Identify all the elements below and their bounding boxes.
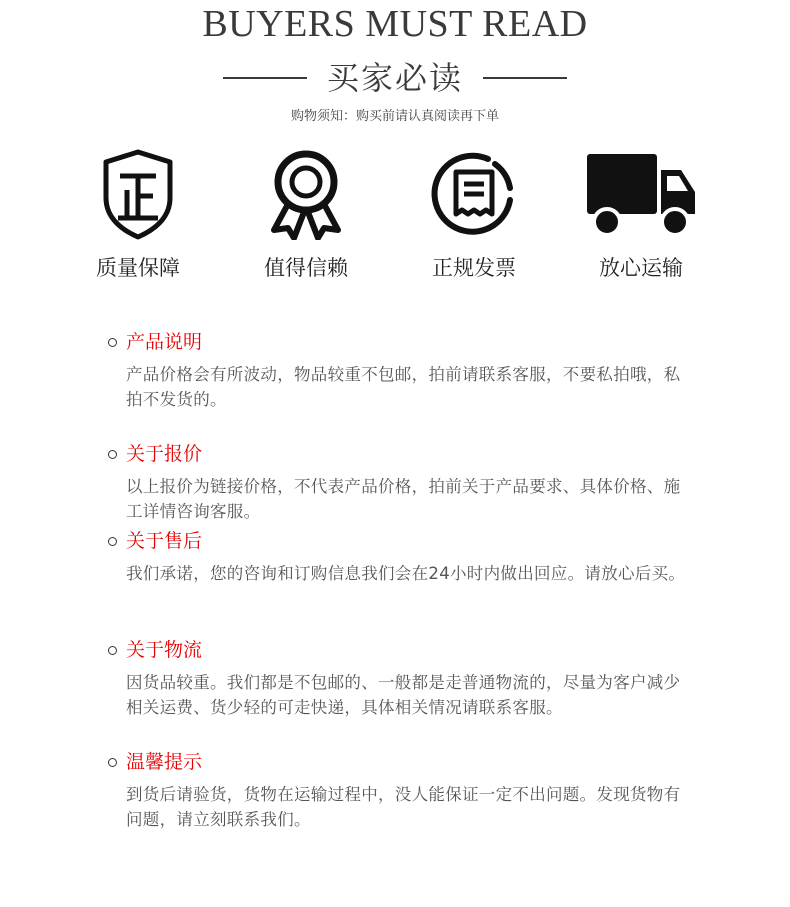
award-ribbon-icon <box>226 148 386 240</box>
feature-invoice <box>394 148 554 288</box>
page-title-english: BUYERS MUST READ <box>202 3 588 45</box>
feature-quality <box>58 148 218 288</box>
feature-trust <box>226 148 386 288</box>
section-title: 温馨提示 <box>126 751 203 773</box>
section-body: 我们承诺，您的咨询和订购信息我们会在24小时内做出回应。请放心后买。 <box>126 564 686 583</box>
section-title: 关于售后 <box>126 530 203 552</box>
bullet-circle-icon <box>108 758 117 767</box>
feature-shipping <box>561 148 721 288</box>
page-title-row <box>0 58 790 98</box>
page-subtitle: 购物须知：购买前请认真阅读再下单 <box>290 109 499 124</box>
section-title: 关于物流 <box>126 639 203 661</box>
section-quote <box>108 442 708 521</box>
section-logistics <box>108 638 708 717</box>
feature-row <box>0 148 790 288</box>
bullet-circle-icon <box>108 537 117 546</box>
section-body: 以上报价为链接价格，不代表产品价格，拍前关于产品要求、具体价格、施工详情咨询客服。 <box>126 477 681 521</box>
feature-label: 正规发票 <box>432 256 516 280</box>
invoice-icon <box>394 148 554 240</box>
feature-label: 值得信赖 <box>264 256 348 280</box>
section-body: 产品价格会有所波动，物品较重不包邮，拍前请联系客服，不要私拍哦，私拍不发货的。 <box>126 365 681 409</box>
section-body: 到货后请验货，货物在运输过程中，没人能保证一定不出问题。发现货物有问题，请立刻联系我们。 <box>126 785 681 829</box>
feature-label: 质量保障 <box>96 256 180 280</box>
delivery-truck-icon <box>561 148 721 240</box>
section-title: 关于报价 <box>126 443 203 465</box>
section-after-sales <box>108 529 708 583</box>
bullet-circle-icon <box>108 646 117 655</box>
feature-label: 放心运输 <box>599 256 683 280</box>
section-product-info <box>108 330 708 409</box>
title-divider-right <box>483 77 567 79</box>
bullet-circle-icon <box>108 450 117 459</box>
title-divider-left <box>223 77 307 79</box>
section-body: 因货品较重。我们都是不包邮的、一般都是走普通物流的，尽量为客户减少相关运费、货少轻的可走快递，具体相关情况请联系客服。 <box>126 673 681 717</box>
shield-zheng-icon <box>58 148 218 240</box>
page-title-chinese: 买家必读 <box>326 59 463 97</box>
bullet-circle-icon <box>108 338 117 347</box>
section-title: 产品说明 <box>126 331 203 353</box>
section-tips <box>108 750 708 829</box>
